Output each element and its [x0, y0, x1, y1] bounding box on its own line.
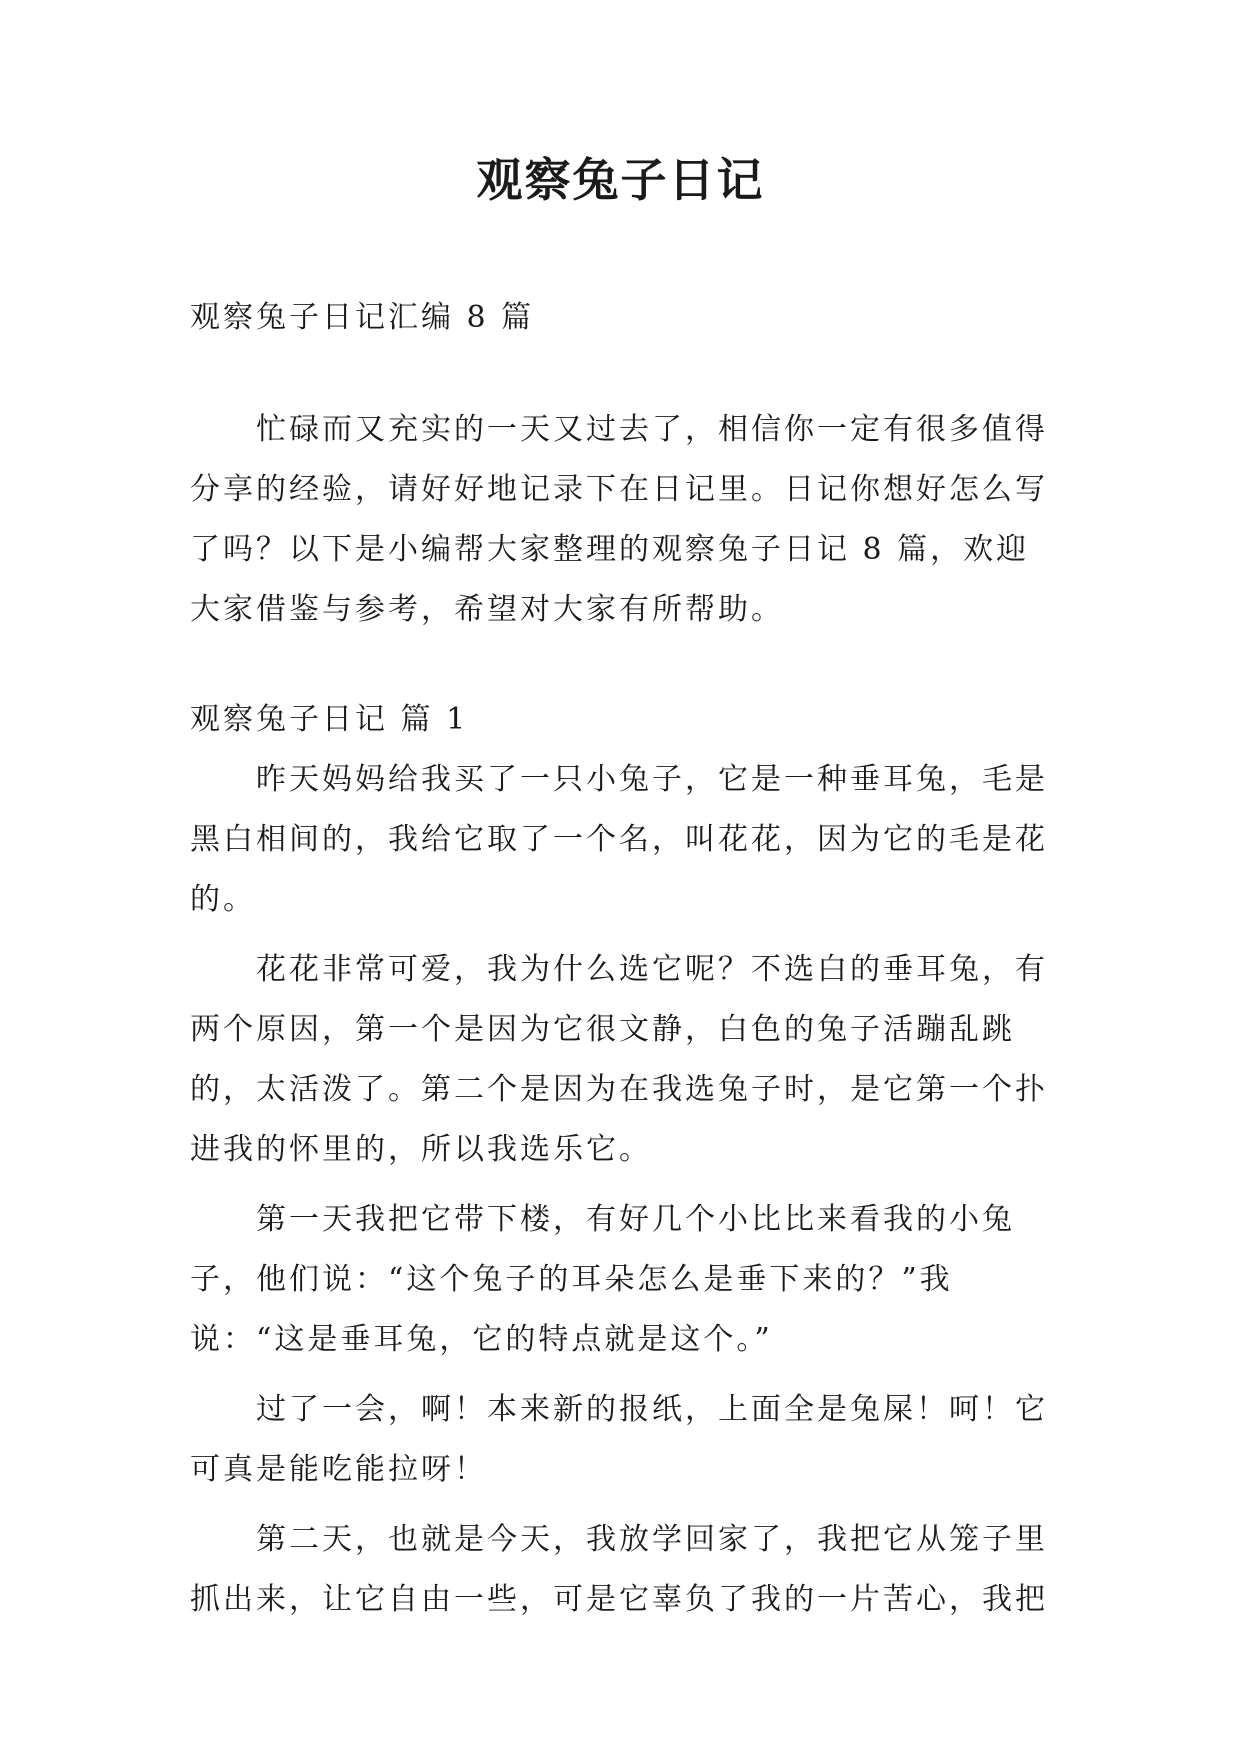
body-paragraph: 花花非常可爱，我为什么选它呢？不选白的垂耳兔，有两个原因，第一个是因为它很文静，白色的兔子活蹦乱跳的，太活泼了。第二个是因为在我选兔子时，是它第一个扑进我的怀里的，所以我选乐它。 [190, 952, 1048, 1167]
body-paragraph: 第二天，也就是今天，我放学回家了，我把它从笼子里抓出来，让它自由一些，可是它辜负了我的一片苦心，我把 [190, 1522, 1048, 1617]
document-subtitle: 观察兔子日记汇编 8 篇 [190, 300, 535, 335]
intro-paragraph: 忙碌而又充实的一天又过去了，相信你一定有很多值得分享的经验，请好好地记录下在日记里。日记你想好怎么写了吗？以下是小编帮大家整理的观察兔子日记 8 篇，欢迎大家借鉴与参考，希望对大家有所帮助。 [190, 412, 1048, 627]
section-heading: 观察兔子日记 篇 1 [190, 702, 469, 737]
body-paragraph: 昨天妈妈给我买了一只小兔子，它是一种垂耳兔，毛是黑白相间的，我给它取了一个名，叫花花，因为它的毛是花的。 [190, 762, 1048, 917]
page-title: 观察兔子日记 [476, 153, 765, 207]
section-body [190, 750, 1052, 1640]
body-paragraph: 第一天我把它带下楼，有好几个小比比来看我的小兔子，他们说：“这个兔子的耳朵怎么是垂下来的？”我说：“这是垂耳兔，它的特点就是这个。” [190, 1202, 1015, 1357]
body-paragraph: 过了一会，啊！本来新的报纸，上面全是兔屎！呵！它可真是能吃能拉呀！ [190, 1392, 1048, 1487]
